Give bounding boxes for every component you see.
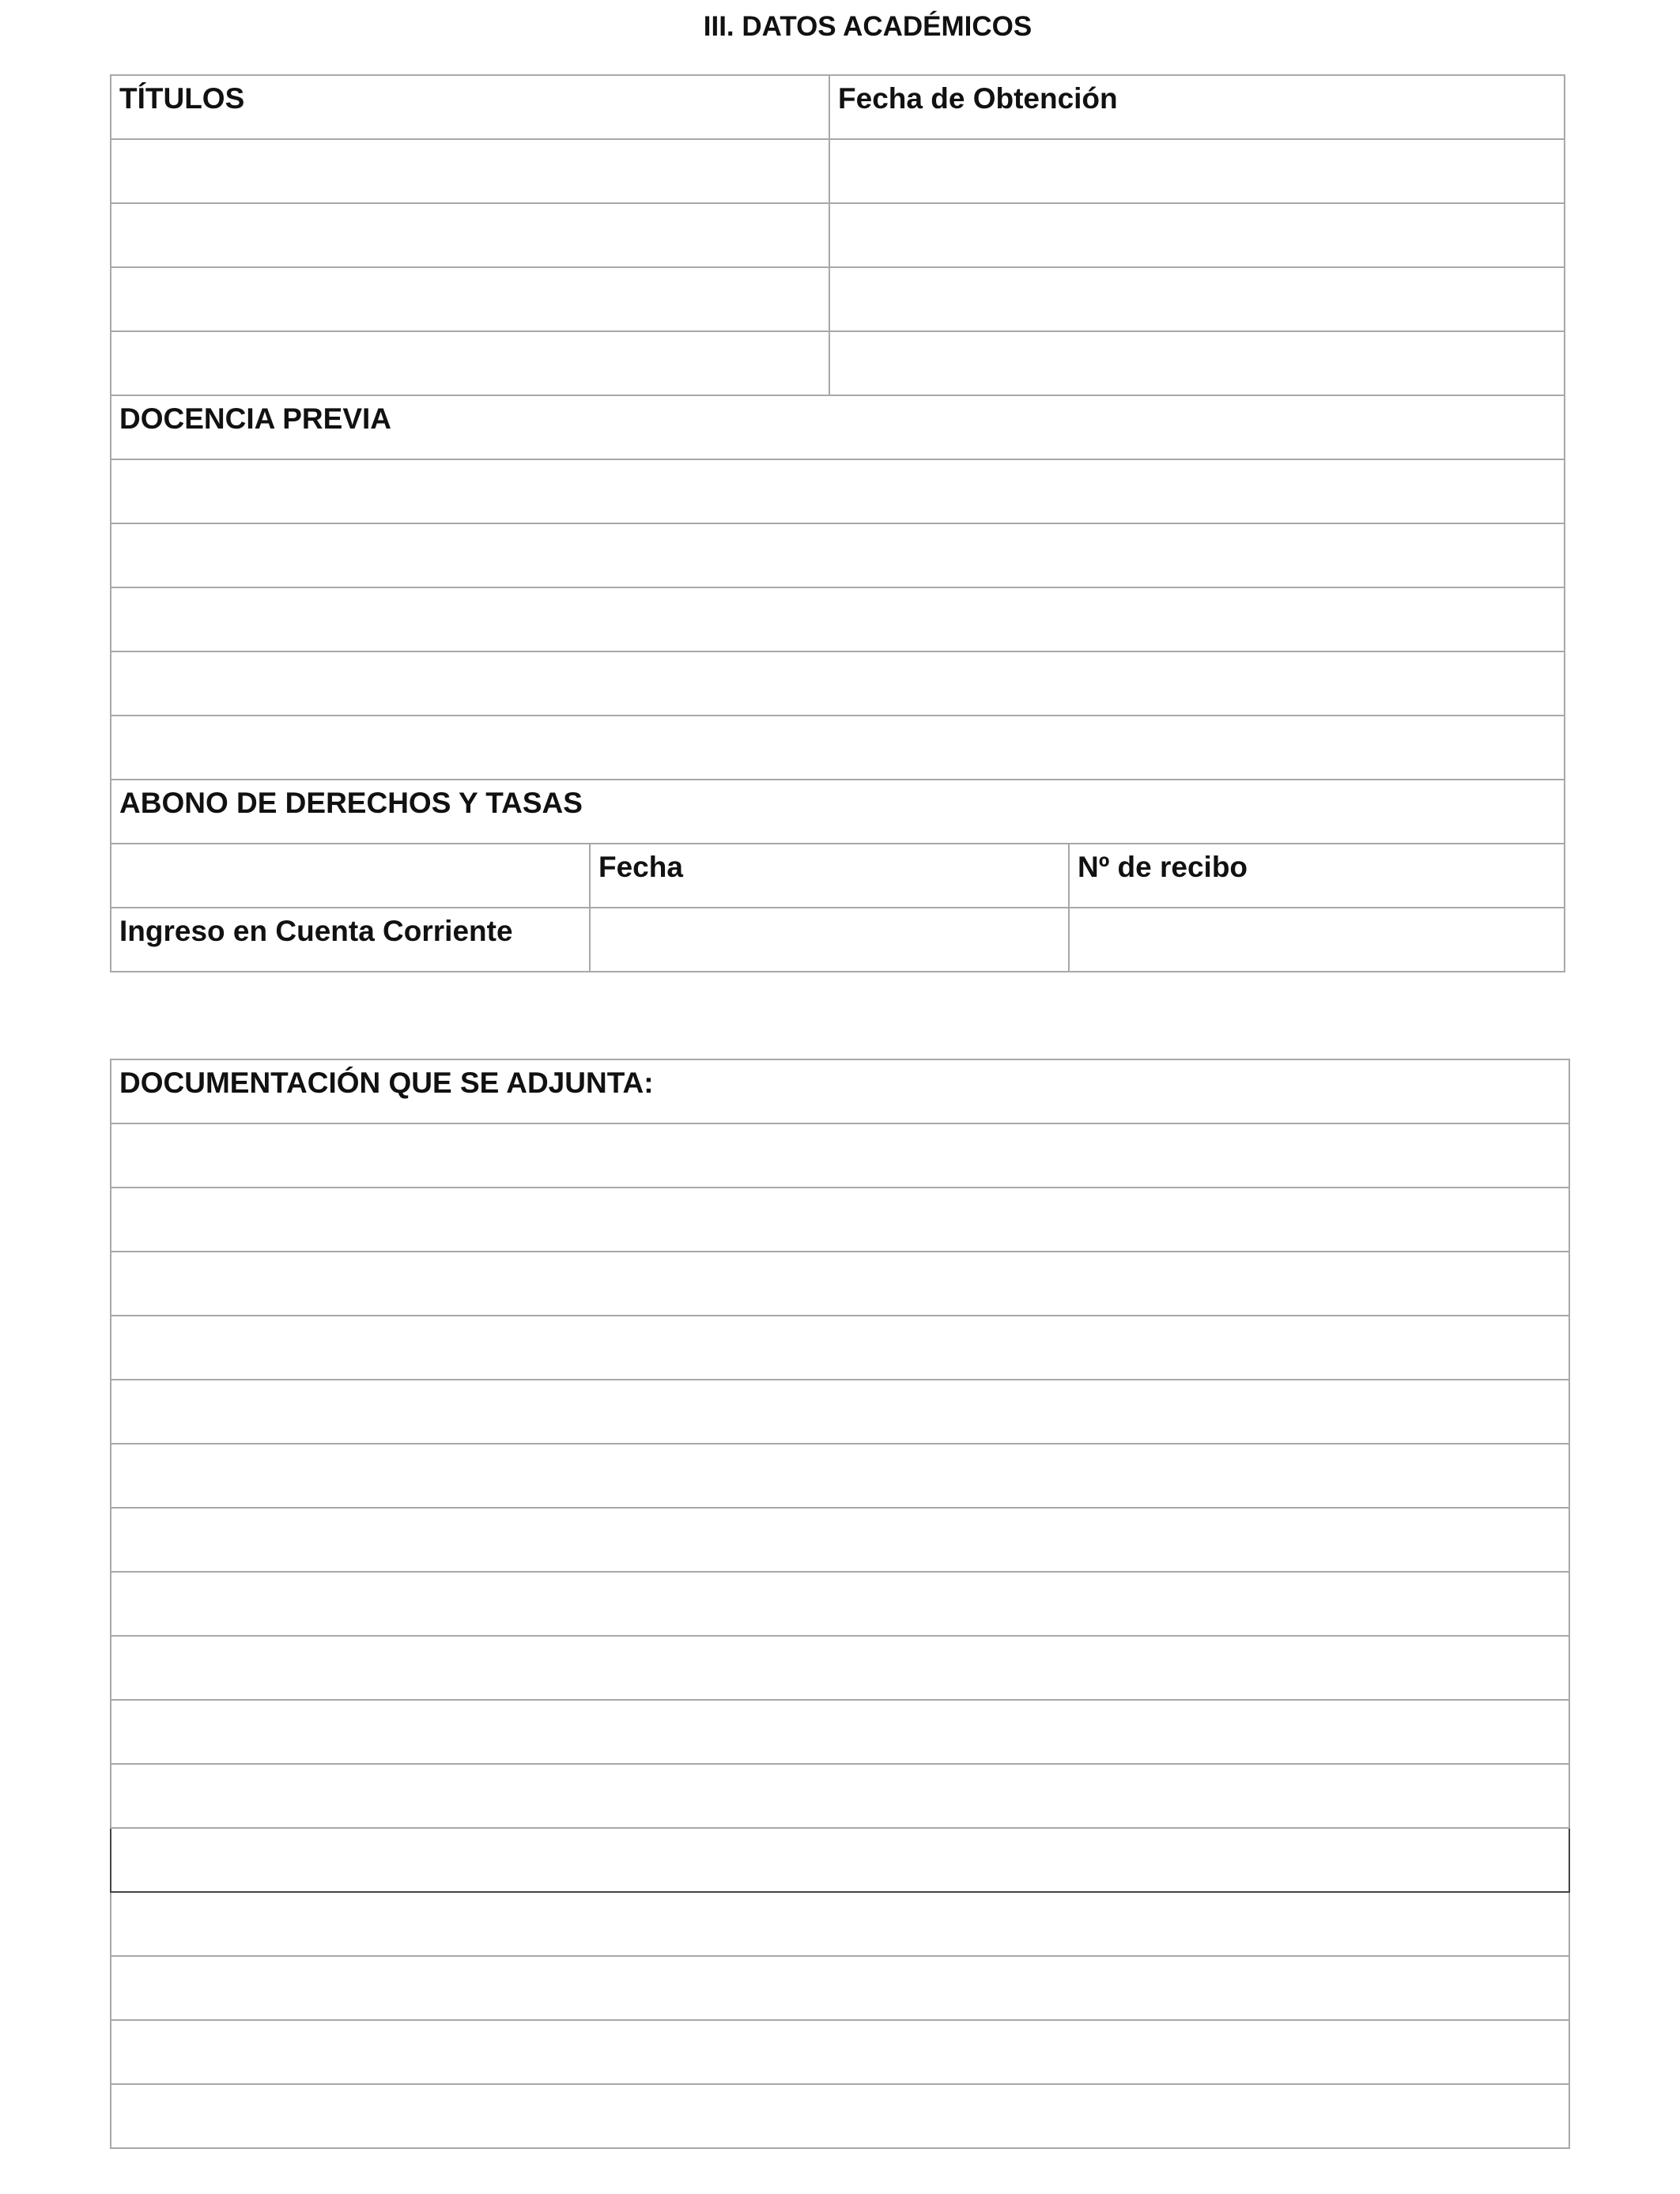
documentacion-row xyxy=(111,1764,1569,1828)
documentacion-row xyxy=(111,2084,1569,2148)
abono-recibo-input-cell[interactable] xyxy=(1069,908,1565,972)
abono-ingreso-label: Ingreso en Cuenta Corriente xyxy=(119,915,513,947)
documentacion-row xyxy=(111,1188,1569,1252)
docencia-row xyxy=(111,587,1565,651)
documentacion-row xyxy=(111,1444,1569,1508)
abono-columns-row xyxy=(111,844,1565,908)
documentacion-header-cell xyxy=(111,1059,1569,1123)
titulos-header-cell xyxy=(111,75,829,139)
documentacion-input-cell[interactable] xyxy=(111,1572,1569,1636)
docencia-input-cell[interactable] xyxy=(111,459,1565,523)
titulo-input-cell[interactable] xyxy=(111,331,829,395)
documentacion-input-cell[interactable] xyxy=(111,1444,1569,1508)
abono-fecha-input-cell[interactable] xyxy=(590,908,1069,972)
titulos-header-label: TÍTULOS xyxy=(119,82,245,115)
titulos-header-row xyxy=(111,75,1565,139)
documentacion-row xyxy=(111,1508,1569,1572)
titulo-row xyxy=(111,331,1565,395)
documentacion-row xyxy=(111,1892,1569,1956)
docencia-input-cell[interactable] xyxy=(111,716,1565,780)
docencia-header-label: DOCENCIA PREVIA xyxy=(119,402,392,435)
documentacion-header-row xyxy=(111,1059,1569,1123)
docencia-header-row xyxy=(111,395,1565,459)
titulo-input-cell[interactable] xyxy=(111,203,829,267)
documentacion-input-cell[interactable] xyxy=(111,1316,1569,1380)
abono-header-cell xyxy=(111,780,1565,844)
abono-fecha-header-label: Fecha xyxy=(598,851,683,883)
documentacion-input-cell[interactable] xyxy=(111,1892,1569,1956)
fecha-obtencion-input-cell[interactable] xyxy=(829,139,1565,203)
titulo-row xyxy=(111,139,1565,203)
documentacion-input-cell[interactable] xyxy=(111,2020,1569,2084)
documentacion-input-cell[interactable] xyxy=(111,1123,1569,1188)
docencia-row xyxy=(111,651,1565,716)
documentacion-input-cell[interactable] xyxy=(111,1508,1569,1572)
documentacion-input-cell[interactable] xyxy=(111,1188,1569,1252)
titulo-row xyxy=(111,267,1565,331)
abono-empty-corner-cell xyxy=(111,844,590,908)
abono-header-label: ABONO DE DERECHOS Y TASAS xyxy=(119,787,583,819)
fecha-obtencion-input-cell[interactable] xyxy=(829,331,1565,395)
documentacion-row xyxy=(111,2020,1569,2084)
fecha-obtencion-input-cell[interactable] xyxy=(829,203,1565,267)
documentacion-input-cell[interactable] xyxy=(111,2084,1569,2148)
documentacion-input-cell[interactable] xyxy=(111,1252,1569,1316)
titulo-input-cell[interactable] xyxy=(111,267,829,331)
documentacion-input-cell[interactable] xyxy=(111,1956,1569,2020)
documentacion-header-label: DOCUMENTACIÓN QUE SE ADJUNTA: xyxy=(119,1067,654,1099)
docencia-input-cell[interactable] xyxy=(111,587,1565,651)
documentacion-input-cell[interactable] xyxy=(111,1636,1569,1700)
documentacion-row xyxy=(111,1123,1569,1188)
documentacion-row xyxy=(111,1636,1569,1700)
documentacion-input-cell[interactable] xyxy=(111,1828,1569,1892)
documentacion-input-cell[interactable] xyxy=(111,1700,1569,1764)
abono-fecha-header-cell xyxy=(590,844,1069,908)
docencia-row xyxy=(111,716,1565,780)
documentacion-row xyxy=(111,1252,1569,1316)
documentacion-row xyxy=(111,1828,1569,1892)
academic-data-table xyxy=(110,74,1565,972)
documentacion-row xyxy=(111,1316,1569,1380)
titulo-input-cell[interactable] xyxy=(111,139,829,203)
documentacion-row xyxy=(111,1956,1569,2020)
documentacion-row xyxy=(111,1572,1569,1636)
fecha-obtencion-header-cell xyxy=(829,75,1565,139)
abono-recibo-header-cell xyxy=(1069,844,1565,908)
documentation-table xyxy=(110,1059,1570,2149)
documentacion-row xyxy=(111,1700,1569,1764)
fecha-obtencion-header-label: Fecha de Obtención xyxy=(838,82,1118,115)
page-title: III. DATOS ACADÉMICOS xyxy=(703,11,1033,42)
docencia-row xyxy=(111,459,1565,523)
docencia-input-cell[interactable] xyxy=(111,523,1565,587)
titulo-row xyxy=(111,203,1565,267)
docencia-input-cell[interactable] xyxy=(111,651,1565,716)
fecha-obtencion-input-cell[interactable] xyxy=(829,267,1565,331)
abono-recibo-header-label: Nº de recibo xyxy=(1078,851,1248,883)
abono-ingreso-row xyxy=(111,908,1565,972)
abono-header-row xyxy=(111,780,1565,844)
docencia-header-cell xyxy=(111,395,1565,459)
docencia-row xyxy=(111,523,1565,587)
abono-ingreso-label-cell xyxy=(111,908,590,972)
documentacion-input-cell[interactable] xyxy=(111,1380,1569,1444)
documentacion-row xyxy=(111,1380,1569,1444)
documentacion-input-cell[interactable] xyxy=(111,1764,1569,1828)
